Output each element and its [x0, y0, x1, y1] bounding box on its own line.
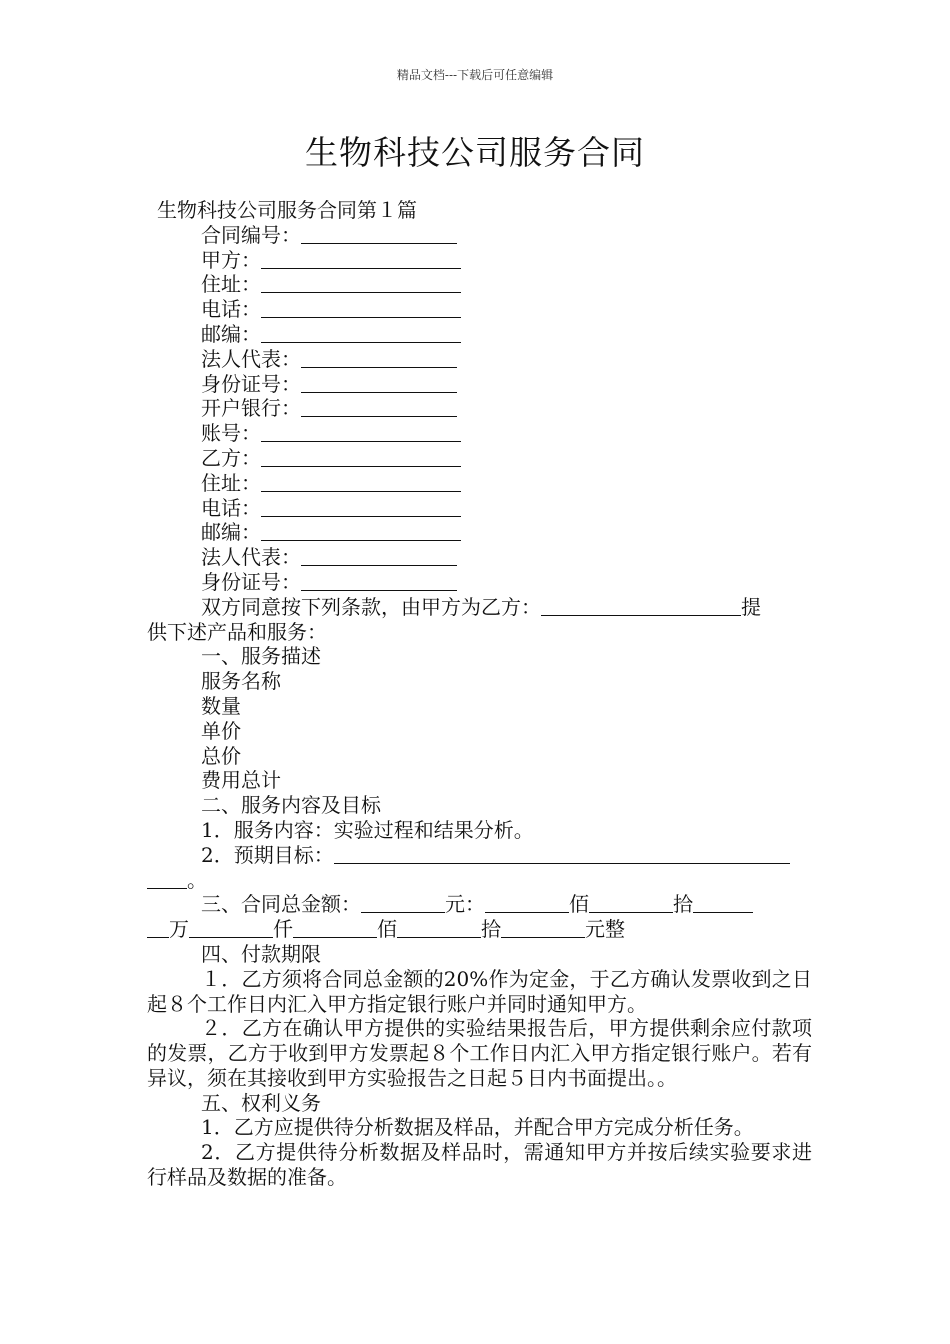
- amount-unit: 元：: [445, 892, 485, 917]
- fill-blank: [261, 473, 461, 492]
- field-label: 住址：: [201, 470, 261, 495]
- fill-blank: [301, 547, 457, 566]
- amount-unit: 仟: [273, 917, 293, 942]
- amount-unit: 元整: [585, 917, 625, 942]
- fill-blank: [261, 522, 461, 541]
- fill-blank: [361, 894, 445, 913]
- fill-blank: [485, 894, 569, 913]
- field-label: 住址：: [201, 272, 261, 297]
- fill-blank: [293, 919, 377, 938]
- agreement-text-end: 提: [741, 594, 761, 619]
- field-postcode-b: [147, 520, 812, 545]
- fill-blank: [693, 894, 753, 913]
- service-item: 单价: [201, 718, 241, 743]
- agreement-line-2: 供下述产品和服务：: [147, 619, 327, 644]
- field-id-number-a: [147, 372, 812, 397]
- fill-blank: [301, 398, 457, 417]
- agreement-line: [147, 595, 812, 620]
- amount-label: 三、合同总金额：: [201, 892, 361, 917]
- field-phone-b: [147, 496, 812, 521]
- total-amount-line-2: [147, 917, 812, 942]
- field-label: 账号：: [201, 421, 261, 446]
- field-account-a: [147, 421, 812, 446]
- field-id-number-b: [147, 570, 812, 595]
- fill-blank: [301, 349, 457, 368]
- agreement-text: 双方同意按下列条款，由甲方为乙方：: [201, 594, 541, 619]
- fill-blank: [261, 423, 461, 442]
- field-legal-rep-b: [147, 545, 812, 570]
- field-label: 开户银行：: [201, 396, 301, 421]
- fill-blank: [261, 250, 461, 269]
- fill-blank: [261, 299, 461, 318]
- field-postcode-a: [147, 322, 812, 347]
- amount-unit: 佰: [569, 892, 589, 917]
- fill-blank: [301, 225, 457, 244]
- field-legal-rep-a: [147, 347, 812, 372]
- field-label: 邮编：: [201, 520, 261, 545]
- field-label: 法人代表：: [201, 346, 301, 371]
- payment-clause-2: ２．乙方在确认甲方提供的实验结果报告后，甲方提供剩余应付款项的发票，乙方于收到甲方发票起８个工作日内汇入甲方指定银行账户。若有异议，须在其接收到甲方实验报告之日起５日内书面提出。。: [147, 1016, 812, 1090]
- field-label: 邮编：: [201, 321, 261, 346]
- rights-heading: 五、权利义务: [201, 1090, 321, 1115]
- field-address-b: [147, 471, 812, 496]
- field-bank-a: [147, 396, 812, 421]
- service-item: 费用总计: [201, 768, 281, 793]
- payment-clause-1: １．乙方须将合同总金额的20%作为定金，于乙方确认发票收到之日起８个工作日内汇入甲方指定银行账户并同时通知甲方。: [147, 966, 812, 1016]
- payment-heading: 四、付款期限: [201, 941, 321, 966]
- contract-body: [147, 198, 812, 1190]
- fill-blank: [261, 324, 461, 343]
- document-title: 生物科技公司服务合同: [305, 133, 645, 172]
- fill-blank: [541, 597, 741, 616]
- field-label: 身份证号：: [201, 569, 301, 594]
- rights-clause-2: 2．乙方提供待分析数据及样品时，需通知甲方并按后续实验要求进行样品及数据的准备。: [147, 1140, 812, 1190]
- service-item: 服务名称: [201, 669, 281, 694]
- field-label: 电话：: [201, 495, 261, 520]
- field-party-b: [147, 446, 812, 471]
- service-desc-heading: 一、服务描述: [201, 644, 321, 669]
- amount-unit: 万: [169, 917, 189, 942]
- content-goal-heading: 二、服务内容及目标: [201, 793, 381, 818]
- amount-unit: 佰: [377, 917, 397, 942]
- rights-clause-1: 1．乙方应提供待分析数据及样品，并配合甲方完成分析任务。: [201, 1115, 754, 1140]
- field-label: 法人代表：: [201, 545, 301, 570]
- fill-blank: [501, 919, 585, 938]
- header-note: 精品文档---下载后可任意编辑: [396, 68, 554, 82]
- service-item: 数量: [201, 693, 241, 718]
- content-goal-item-1: 1．服务内容：实验过程和结果分析。: [201, 817, 534, 842]
- amount-unit: 拾: [481, 917, 501, 942]
- section-heading: 生物科技公司服务合同第１篇: [157, 198, 417, 222]
- field-address-a: [147, 272, 812, 297]
- fill-blank: [189, 919, 273, 938]
- fill-blank: [261, 498, 461, 517]
- total-amount-line: [147, 892, 812, 917]
- field-party-a: [147, 248, 812, 273]
- field-label: 甲方：: [201, 247, 261, 272]
- amount-unit: 拾: [673, 892, 693, 917]
- fill-blank: [301, 572, 457, 591]
- field-label: 合同编号：: [201, 222, 301, 247]
- fill-blank: [397, 919, 481, 938]
- field-label: 电话：: [201, 297, 261, 322]
- content-goal-item-2: [147, 843, 812, 868]
- fill-blank: [261, 448, 461, 467]
- goal-label: 2．预期目标：: [201, 842, 334, 867]
- field-label: 身份证号：: [201, 371, 301, 396]
- fill-blank: [334, 845, 790, 864]
- service-item: 总价: [201, 743, 241, 768]
- field-phone-a: [147, 297, 812, 322]
- fill-blank: [147, 870, 187, 889]
- field-contract-number: [147, 223, 812, 248]
- fill-blank: [261, 274, 461, 293]
- content-goal-item-2-cont: [147, 868, 812, 893]
- fill-blank: [301, 374, 457, 393]
- fill-blank: [147, 919, 169, 938]
- fill-blank: [589, 894, 673, 913]
- goal-end: 。: [187, 867, 207, 892]
- field-label: 乙方：: [201, 445, 261, 470]
